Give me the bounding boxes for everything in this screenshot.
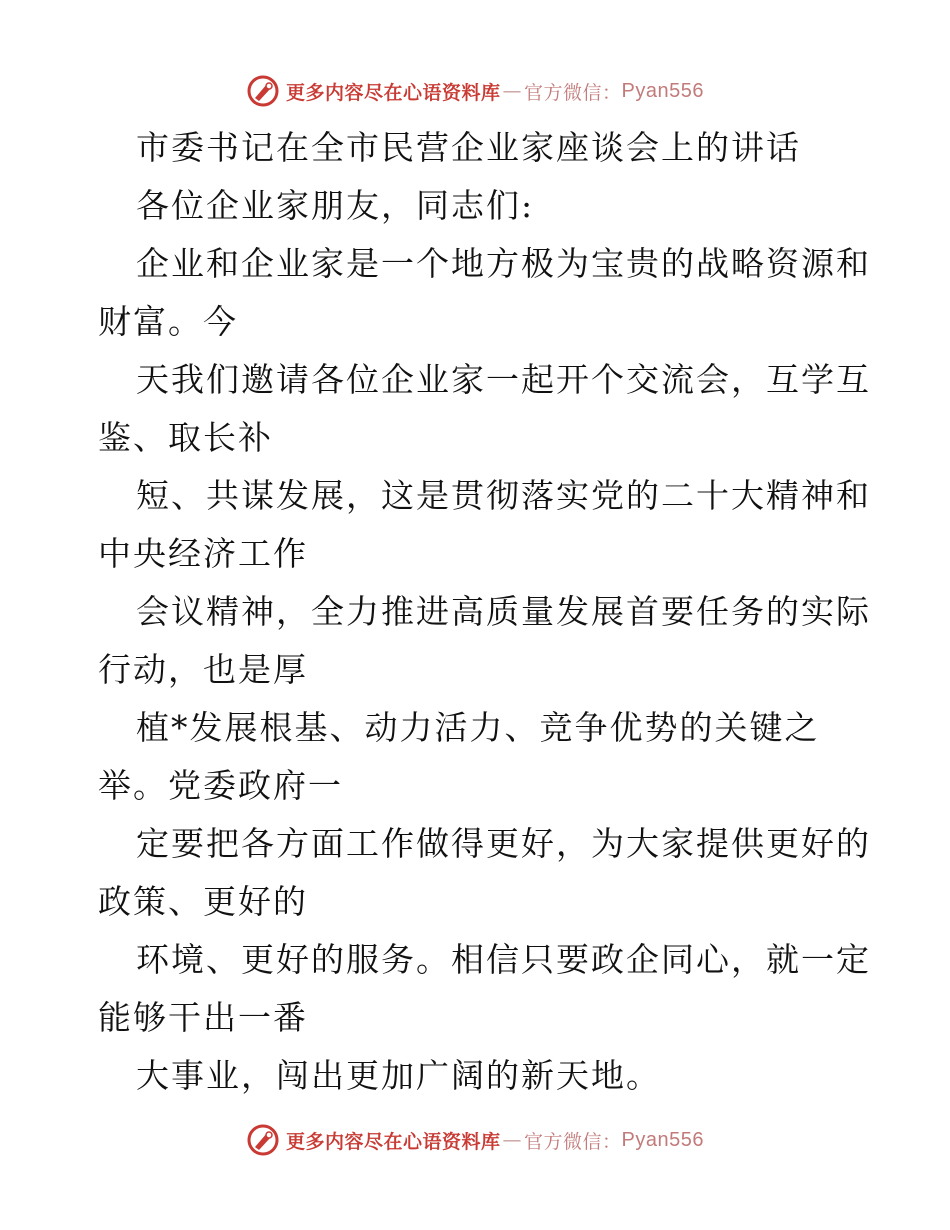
footer-watermark xyxy=(0,1123,950,1157)
header-watermark xyxy=(0,74,950,108)
paragraph-line: 举。党委政府一 xyxy=(98,766,343,805)
watermark-handle: Pyan556 xyxy=(621,1128,704,1151)
watermark-main-text: 更多内容尽在心语资料库 xyxy=(286,81,501,104)
paragraph-line: 定要把各方面工作做得更好，为大家提供更好的 xyxy=(136,824,871,863)
watermark-sub-text: 官方微信： xyxy=(524,81,622,104)
paragraph-line: 能够干出一番 xyxy=(98,998,308,1037)
watermark-dash: — xyxy=(502,80,523,102)
paragraph-line: 环境、更好的服务。相信只要政企同心，就一定 xyxy=(136,940,871,979)
paragraph-line: 鉴、取长补 xyxy=(98,418,273,457)
document-title: 市委书记在全市民营企业家座谈会上的讲话 xyxy=(136,128,801,167)
paragraph-line: 会议精神，全力推进高质量发展首要任务的实际 xyxy=(136,592,871,631)
watermark-sub-text: 官方微信： xyxy=(524,1130,622,1153)
paragraph-line: 行动，也是厚 xyxy=(98,650,308,689)
paragraph-line: 天我们邀请各位企业家一起开个交流会，互学互 xyxy=(136,360,871,399)
watermark-main-text: 更多内容尽在心语资料库 xyxy=(286,1130,501,1153)
paragraph-line: 政策、更好的 xyxy=(98,882,308,921)
paragraph-line: 大事业，闯出更加广阔的新天地。 xyxy=(136,1056,661,1095)
watermark-dash: — xyxy=(502,1129,523,1151)
brand-logo-icon xyxy=(246,1123,280,1157)
salutation: 各位企业家朋友，同志们: xyxy=(136,186,535,225)
paragraph-line: 中央经济工作 xyxy=(98,534,308,573)
paragraph-line: 植*发展根基、动力活力、竞争优势的关键之 xyxy=(136,708,820,747)
paragraph-line: 企业和企业家是一个地方极为宝贵的战略资源和 xyxy=(136,244,871,283)
paragraph-line: 短、共谋发展，这是贯彻落实党的二十大精神和 xyxy=(136,476,871,515)
watermark-handle: Pyan556 xyxy=(621,79,704,102)
brand-logo-icon xyxy=(246,74,280,108)
paragraph-line: 财富。今 xyxy=(98,302,238,341)
